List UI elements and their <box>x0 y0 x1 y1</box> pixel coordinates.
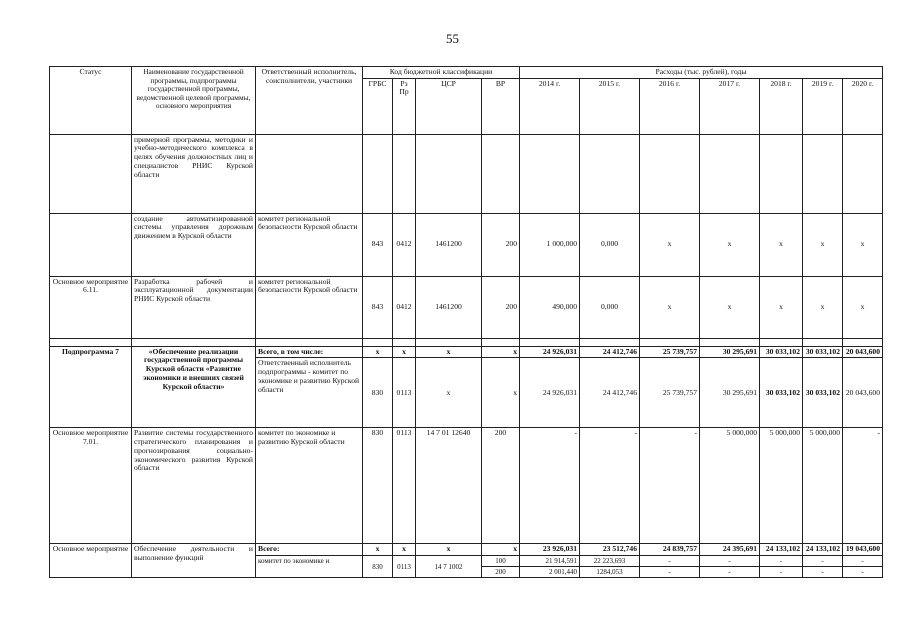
cell-value: x <box>640 213 700 276</box>
cell-value: x <box>700 213 760 276</box>
cell-value: - <box>700 556 760 567</box>
cell-value: x <box>640 276 700 338</box>
cell-value: 21 914,591 <box>520 556 580 567</box>
cell-csr: 14 7 1002 <box>416 556 482 578</box>
cell-grbs: 843 <box>363 213 393 276</box>
cell-value: - <box>700 567 760 578</box>
cell-rzpr: x <box>393 544 416 556</box>
cell-value: 24 395,691 <box>700 544 760 556</box>
cell-value: 0,000 <box>580 213 640 276</box>
cell-value: - <box>843 567 883 578</box>
row-name: примерной программы, методики и учебно-методического комплекса в целях обучения должностных лиц и специалистов РНИС Курской области <box>132 134 256 213</box>
cell-value: x <box>843 213 883 276</box>
table-row <box>50 346 883 358</box>
header-responsible: Ответственный исполнитель, соисполнители, участники <box>256 67 363 135</box>
row-responsible: комитет по экономике и развитию Курской области <box>256 428 363 544</box>
cell-value: - <box>760 567 803 578</box>
row-status: Основное мероприятие <box>50 544 132 578</box>
cell-value: 24 412,746 <box>580 358 640 428</box>
cell-rzpr: 0113 <box>393 428 416 544</box>
row-name: создание автоматизированной системы управления дорожным движением в Курской области <box>132 213 256 276</box>
cell-value: 490,000 <box>520 276 580 338</box>
header-year: 2018 г. <box>760 78 803 134</box>
cell-rzpr: 0113 <box>393 358 416 428</box>
header-year: 2014 г. <box>520 78 580 134</box>
cell-value: 25 739,757 <box>640 358 700 428</box>
cell-value: 2 001,440 <box>520 567 580 578</box>
cell-vr: x <box>482 544 520 556</box>
header-csr: ЦСР <box>416 78 482 134</box>
cell-value: 0,000 <box>580 276 640 338</box>
page-number: 55 <box>446 31 459 46</box>
cell-vr: x <box>482 346 520 358</box>
cell-value: 1284,053 <box>580 567 640 578</box>
header-year: 2017 г. <box>700 78 760 134</box>
table-row <box>50 544 883 556</box>
cell-value: x <box>843 276 883 338</box>
cell-value: - <box>760 556 803 567</box>
cell-value: - <box>843 556 883 567</box>
header-vr: ВР <box>482 78 520 134</box>
cell-value: 24 412,746 <box>580 346 640 358</box>
header-kbk: Код бюджетной классификации <box>363 67 520 79</box>
cell-value: x <box>760 213 803 276</box>
cell-vr: 200 <box>482 567 520 578</box>
cell-rzpr: 0113 <box>393 556 416 578</box>
spacer-row <box>50 338 883 346</box>
row-status: Основное мероприятие 7.01. <box>50 428 132 544</box>
row-status: Основное мероприятие 6.11. <box>50 276 132 338</box>
cell-value: - <box>580 428 640 544</box>
cell-value: 23 926,031 <box>520 544 580 556</box>
cell-value: x <box>700 276 760 338</box>
cell-value: 24 926,031 <box>520 358 580 428</box>
cell-value: - <box>803 567 843 578</box>
row-status: Подпрограмма 7 <box>50 346 132 428</box>
cell-value: 24 133,102 <box>760 544 803 556</box>
cell-value: x <box>760 276 803 338</box>
cell-value: x <box>803 213 843 276</box>
row-name: Разработка рабочей и эксплуатационной документации РНИС Курской области <box>132 276 256 338</box>
cell-value: - <box>640 428 700 544</box>
row-total-label: Всего, в том числе: <box>256 346 363 358</box>
cell-grbs: 843 <box>363 276 393 338</box>
cell-rzpr: 0412 <box>393 276 416 338</box>
cell-value: 5 000,000 <box>803 428 843 544</box>
cell-value: 20 043,600 <box>843 346 883 358</box>
cell-vr: 200 <box>482 428 520 544</box>
row-name: Обеспечение деятельности и выполнение функций <box>132 544 256 578</box>
cell-value: 30 033,102 <box>760 358 803 428</box>
header-year: 2015 г. <box>580 78 640 134</box>
cell-grbs: x <box>363 346 393 358</box>
cell-value: x <box>803 276 843 338</box>
cell-vr: x <box>482 358 520 428</box>
row-name: «Обеспечение реализации государственной программы Курской области «Развитие экономики и внешних связей Курской области» <box>132 346 256 428</box>
header-name: Наименование государственной программы, подпрограммы государственной программы, ведомственной целевой программы, основного мероприятия <box>132 67 256 135</box>
cell-value: 5 000,000 <box>760 428 803 544</box>
cell-value: 23 512,746 <box>580 544 640 556</box>
header-year: 2019 г. <box>803 78 843 134</box>
header-expenses: Расходы (тыс. рублей), годы <box>520 67 883 79</box>
cell-value: 19 043,600 <box>843 544 883 556</box>
row-responsible: комитет по экономике и <box>256 556 363 578</box>
cell-value: 25 739,757 <box>640 346 700 358</box>
cell-value: 30 033,102 <box>803 346 843 358</box>
cell-csr: x <box>416 346 482 358</box>
cell-csr: x <box>416 358 482 428</box>
cell-value: 22 223,693 <box>580 556 640 567</box>
row-responsible: комитет региональной безопасности Курской области <box>256 276 363 338</box>
budget-table <box>49 66 883 578</box>
cell-value: - <box>520 428 580 544</box>
cell-value: 20 043,600 <box>843 358 883 428</box>
cell-value: 30 033,102 <box>760 346 803 358</box>
cell-csr: x <box>416 544 482 556</box>
cell-rzpr: x <box>393 346 416 358</box>
cell-value: 5 000,000 <box>700 428 760 544</box>
cell-value: 30 295,691 <box>700 346 760 358</box>
header-grbs: ГРБС <box>363 78 393 134</box>
cell-value: - <box>640 556 700 567</box>
header-status: Статус <box>50 67 132 135</box>
cell-value: - <box>640 567 700 578</box>
cell-value: 30 295,691 <box>700 358 760 428</box>
cell-csr: 1461200 <box>416 276 482 338</box>
cell-value: 1 000,000 <box>520 213 580 276</box>
cell-vr: 200 <box>482 276 520 338</box>
row-responsible: Ответственный исполнитель подпрограммы - комитет по экономике и развитию Курской области <box>256 358 363 428</box>
cell-value: 24 926,031 <box>520 346 580 358</box>
row-total-label: Всего: <box>256 544 363 556</box>
table-row <box>50 213 883 276</box>
cell-grbs: 830 <box>363 358 393 428</box>
cell-csr: 1461200 <box>416 213 482 276</box>
header-year: 2016 г. <box>640 78 700 134</box>
cell-value: 24 133,102 <box>803 544 843 556</box>
cell-value: - <box>803 556 843 567</box>
header-rzpr: Рз Пр <box>393 78 416 134</box>
cell-value: 24 839,757 <box>640 544 700 556</box>
cell-vr: 100 <box>482 556 520 567</box>
cell-value: - <box>843 428 883 544</box>
row-name: Развитие системы государственного стратегического планирования и прогнозирования социально-экономического развития Курской области <box>132 428 256 544</box>
row-responsible: комитет региональной безопасности Курской области <box>256 213 363 276</box>
cell-csr: 14 7 01 12640 <box>416 428 482 544</box>
cell-grbs: 830 <box>363 556 393 578</box>
cell-grbs: 830 <box>363 428 393 544</box>
cell-grbs: x <box>363 544 393 556</box>
cell-value: 30 033,102 <box>803 358 843 428</box>
table-row <box>50 276 883 338</box>
table-row <box>50 428 883 544</box>
table-row <box>50 134 883 213</box>
cell-rzpr: 0412 <box>393 213 416 276</box>
header-year: 2020 г. <box>843 78 883 134</box>
cell-vr: 200 <box>482 213 520 276</box>
